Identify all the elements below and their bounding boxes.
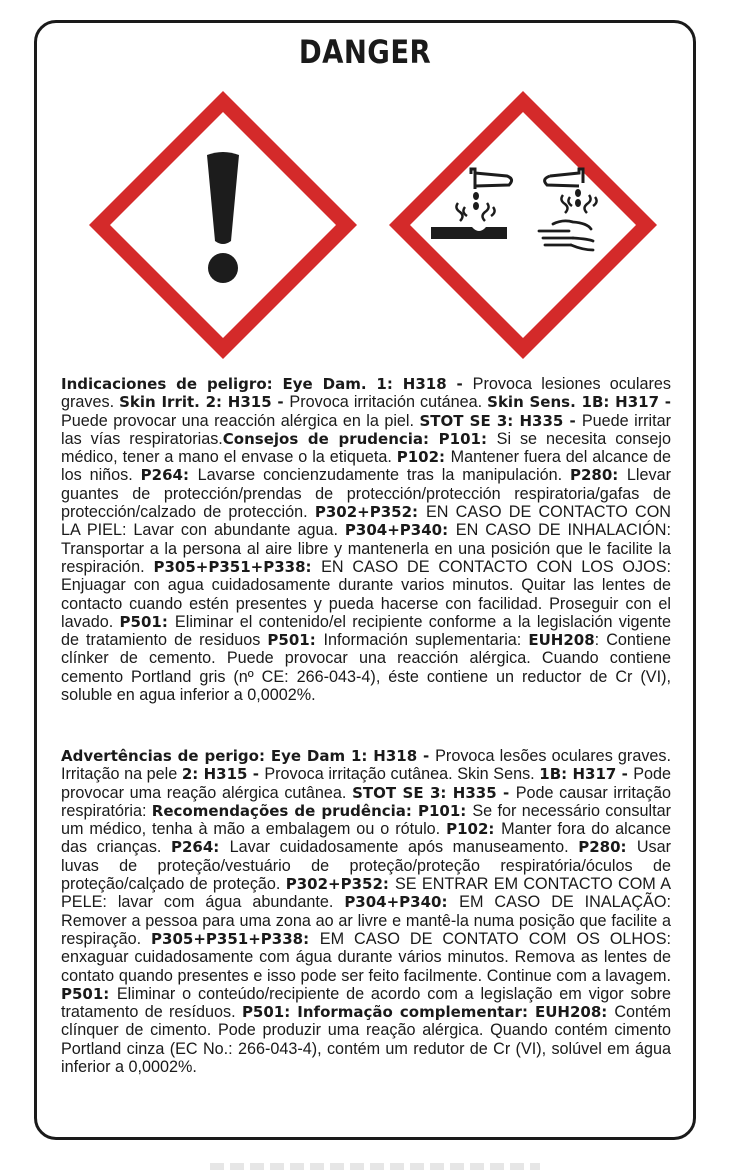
text-run: Se for necessário consultar um médico, tenha à mão a embalagem ou o rótulo.	[61, 801, 671, 839]
bold-code-run: 1B: H317 -	[539, 765, 634, 784]
text-run: Pode provocar uma reação alérgica cutânea.	[61, 765, 671, 802]
text-run: Información suplementaria:	[323, 631, 529, 650]
text-run: Puede irritar las vías respiratorias.	[61, 411, 671, 448]
text-run: Mantener fuera del alcance de los niños.	[61, 448, 671, 485]
bold-code-run: P501:	[267, 631, 324, 650]
text-run: Llevar guantes de protección/prendas de protección/protección respiratoria/gafas de protección/calzado de protección.	[61, 466, 671, 522]
text-run: Eliminar el contenido/el recipiente conforme a la legislación vigente de tratamiento de residuos	[61, 612, 672, 650]
pictogram-row	[37, 85, 693, 360]
text-run: Puede provocar una reacción alérgica en la piel.	[61, 411, 420, 430]
hazard-label-card	[34, 20, 696, 1140]
footer-faint-text	[210, 1163, 540, 1170]
text-run: Lavar cuidadosamente após manuseamento.	[229, 838, 579, 857]
bold-code-run: P102:	[396, 448, 451, 467]
bold-code-run: Skin Sens. 1B: H317 -	[487, 393, 672, 412]
bold-code-run: P501:	[61, 984, 117, 1003]
text-run: Si se necesita consejo médico, tener a mano el envase o la etiqueta.	[61, 429, 671, 467]
ghs07-exclamation-icon	[83, 85, 363, 365]
hazard-statements-portuguese	[61, 747, 671, 1076]
bold-code-run: Indicaciones de peligro: Eye Dam. 1: H318 -	[61, 375, 473, 393]
text-run: EN CASO DE CONTACTO CON LOS OJOS: Enjuagar con agua cuidadosamente durante varios minutos. Quitar las lentes de contacto cuando estén presentes y pueda hacerse con facilidad. Proseguir con el lavado.	[61, 557, 671, 631]
text-run: Provoca lesões oculares graves. Irritação na pele	[61, 747, 672, 784]
bold-code-run: P280:	[569, 466, 627, 485]
text-run: Contém clínquer de cimento. Pode produzir uma reação alérgica. Quando contém cimento Portland cinza (EC No.: 266-043-4), contém um redutor de Cr (VI), solúvel em água inferior a 0,0002%.	[61, 1003, 672, 1077]
text-run: Provoca irritação cutânea. Skin Sens.	[264, 765, 540, 784]
bold-code-run: P304+P340:	[344, 893, 460, 912]
bold-code-run: P302+P352:	[285, 875, 395, 894]
text-run: SE ENTRAR EM CONTACTO COM A PELE: lavar com água abundante.	[61, 875, 672, 912]
text-run: Provoca irritación cutánea.	[289, 393, 488, 412]
text-run: EN CASO DE CONTACTO CON LA PIEL: Lavar con abundante agua.	[61, 503, 671, 540]
bold-code-run: P305+P351+P338:	[151, 929, 320, 948]
text-run: EM CASO DE CONTATO COM OS OLHOS: enxaguar cuidadosamente com água durante vários minutos. Remova as lentes de contato quando presentes e isso pode ser feito facilmente. Continue com a lavagem.	[61, 929, 671, 985]
bold-code-run: Consejos de prudencia: P101:	[222, 429, 497, 448]
text-run: Usar luvas de proteção/vestuário de proteção/proteção respiratória/óculos de proteção/calçado de proteção.	[61, 838, 671, 894]
bold-code-run: Skin Irrit. 2: H315 -	[119, 393, 290, 412]
text-run: : Contiene clínker de cemento. Puede provocar una reacción alérgica. Cuando contiene cemento Portland gris (nº CE: 266-043-4), éste contiene un reductor de Cr (VI), soluble en agua inferior a 0,0002%.	[61, 631, 671, 705]
bold-code-run: STOT SE 3: H335 -	[352, 783, 516, 802]
text-run: Lavarse concienzudamente tras la manipulación.	[197, 466, 570, 485]
bold-code-run: EUH208	[528, 631, 595, 650]
bold-code-run: P280:	[578, 838, 637, 857]
text-run: Pode causar irritação respiratória:	[61, 783, 671, 820]
text-run: Eliminar o conteúdo/recipiente de acordo com a legislação em vigor sobre tratamento de resíduos.	[61, 984, 671, 1022]
ghs05-corrosion-icon	[383, 85, 663, 365]
text-run: Manter fora do alcance das crianças.	[61, 820, 671, 857]
bold-code-run: P102:	[446, 820, 502, 839]
bold-code-run: P264:	[170, 838, 230, 857]
text-run: EN CASO DE INHALACIÓN: Transportar a la persona al aire libre y mantenerla en una posición que le facilite la respiración.	[61, 521, 671, 576]
bold-code-run: P304+P340:	[344, 521, 456, 540]
hazard-statements-spanish	[61, 375, 671, 704]
bold-code-run: P501: Informação complementar: EUH208:	[241, 1003, 615, 1022]
bold-code-run: P264:	[140, 466, 198, 485]
bold-code-run: STOT SE 3: H335 -	[419, 411, 582, 430]
bold-code-run: Recomendações de prudência: P101:	[151, 801, 473, 820]
bold-code-run: Advertências de perigo: Eye Dam 1: H318 -	[61, 747, 436, 765]
text-run: Provoca lesiones oculares graves.	[61, 375, 671, 412]
text-run: EM CASO DE INALAÇÃO: Remover a pessoa para uma zona ao ar livre e mantê-la numa posição que facilite a respiração.	[61, 893, 672, 948]
bold-code-run: P305+P351+P338:	[153, 557, 322, 576]
bold-code-run: P302+P352:	[314, 503, 426, 522]
signal-word: DANGER	[298, 33, 432, 71]
bold-code-run: 2: H315 -	[181, 765, 265, 784]
bold-code-run: P501:	[119, 612, 175, 631]
